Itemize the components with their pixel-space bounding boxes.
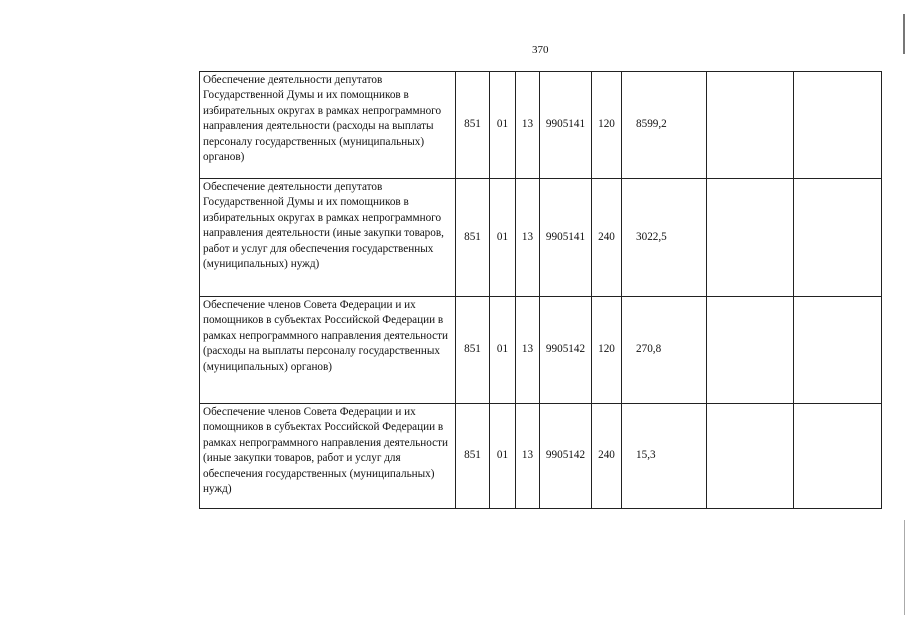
section-code: 01 bbox=[490, 72, 516, 179]
target-code: 9905141 bbox=[540, 72, 592, 179]
row-description: Обеспечение членов Совета Федерации и их помощников в субъектах Российской Федерации в рамках непрограммного направления деятельности (расходы на выплаты персоналу государственных (муниципальных) органов) bbox=[200, 297, 456, 404]
target-code: 9905142 bbox=[540, 404, 592, 509]
row-description: Обеспечение деятельности депутатов Государственной Думы и их помощников в избирательных округах в рамках непрограммного направления деятельности (расходы на выплаты персоналу государственных (муниципальных) органов) bbox=[200, 72, 456, 179]
ministry-code: 851 bbox=[456, 404, 490, 509]
expense-type-code: 240 bbox=[592, 404, 622, 509]
subsection-code: 13 bbox=[516, 179, 540, 297]
empty-cell bbox=[794, 404, 882, 509]
amount-value: 15,3 bbox=[622, 404, 707, 509]
expense-type-code: 240 bbox=[592, 179, 622, 297]
row-description: Обеспечение членов Совета Федерации и их помощников в субъектах Российской Федерации в рамках непрограммного направления деятельности (иные закупки товаров, работ и услуг для обеспечения государственных (муниципальных) нужд) bbox=[200, 404, 456, 509]
target-code: 9905142 bbox=[540, 297, 592, 404]
section-code: 01 bbox=[490, 179, 516, 297]
ministry-code: 851 bbox=[456, 72, 490, 179]
section-code: 01 bbox=[490, 297, 516, 404]
table-row bbox=[200, 72, 882, 179]
empty-cell bbox=[707, 179, 794, 297]
expense-type-code: 120 bbox=[592, 72, 622, 179]
empty-cell bbox=[794, 179, 882, 297]
row-description: Обеспечение деятельности депутатов Государственной Думы и их помощников в избирательных округах в рамках непрограммного направления деятельности (иные закупки товаров, работ и услуг для обеспечения государственных (муниципальных) нужд) bbox=[200, 179, 456, 297]
empty-cell bbox=[707, 72, 794, 179]
amount-value: 270,8 bbox=[622, 297, 707, 404]
page-number: 370 bbox=[532, 44, 549, 56]
ministry-code: 851 bbox=[456, 297, 490, 404]
amount-value: 3022,5 bbox=[622, 179, 707, 297]
section-code: 01 bbox=[490, 404, 516, 509]
table-row bbox=[200, 179, 882, 297]
budget-table bbox=[199, 71, 882, 509]
table-row bbox=[200, 297, 882, 404]
empty-cell bbox=[794, 72, 882, 179]
ministry-code: 851 bbox=[456, 179, 490, 297]
target-code: 9905141 bbox=[540, 179, 592, 297]
subsection-code: 13 bbox=[516, 404, 540, 509]
amount-value: 8599,2 bbox=[622, 72, 707, 179]
empty-cell bbox=[707, 404, 794, 509]
table-row bbox=[200, 404, 882, 509]
subsection-code: 13 bbox=[516, 72, 540, 179]
empty-cell bbox=[707, 297, 794, 404]
subsection-code: 13 bbox=[516, 297, 540, 404]
expense-type-code: 120 bbox=[592, 297, 622, 404]
empty-cell bbox=[794, 297, 882, 404]
